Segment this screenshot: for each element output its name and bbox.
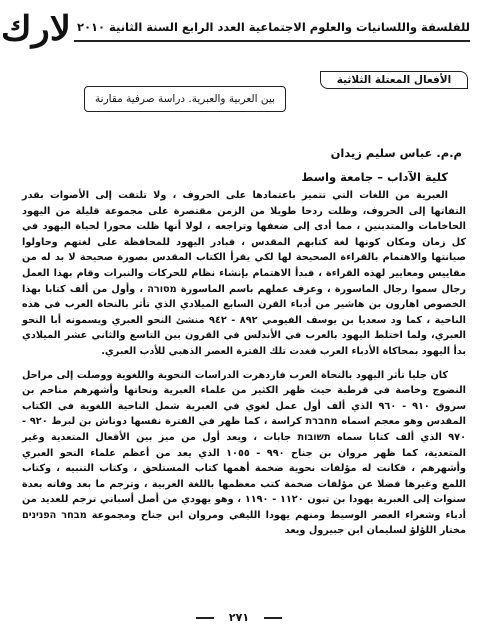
journal-header: للفلسفة واللسانيات والعلوم الاجتماعية العدد الرابع السنة الثانية ٢٠١٠	[76, 20, 470, 34]
article-subtitle: بين العربية والعبرية. دراسة صرفية مقارنة	[84, 86, 286, 112]
page-number: ٢٧١	[200, 610, 278, 626]
article-body	[22, 188, 466, 539]
journal-logo: لارك	[0, 9, 72, 49]
paragraph-2: كان جليا تأثر اليهود بالنحاة العرب فازدهرت الدراسات النحوية واللغوية ووصلت إلى مراحل النضوج وخاصة في قرطبة حيث ظهر الكثير من علماء العبرية ونحاتها وأشهرهم مناحم بن سروق ٩١٠ - ٩٦٠ الذي ألف أول عمل لغوي في العبرية شمل الناحية اللغوية في الكتاب المقدس وهو معجم اسماه מחברת كراسة ، كما ظهر في الفترة نفسها دوناش بن لبرط ٩٢٠ - ٩٧٠ الذي ألف كتابا سماه תשובות جابات ، ويعد أول من ميز بين الأفعال المتعدية وغير المتعدية، كما ظهر مروان بن جناح ٩٩٠ - ١٠٥٥ الذي يعد من أعظم علماء النحو العبري وأشهرهم ، فكانت له مؤلفات نحوية ضخمة أهمها كتاب المستلحق ، وكتاب التنبيه ، وكتاب اللمع وغيرها فضلا عن مؤلفات ضخمة كتب معظمها باللغة العربية ، وترجم ما بعد وفاته بعدة سنوات إلى العبرية يهودا بن تبون ١١٢٠ - ١١٩٠ ، وهو يهودي من أصل أسباني ترجم للعديد من أدباء وشعراء العصر الوسيط ومنهم يهودا الليفي ومروان ابن جناح ومجموعة מבחר הפנינים مختار اللؤلؤ لسليمان ابن جبيرول ويعد	[22, 369, 467, 537]
author-affiliation: كلية الآداب – جامعة واسط	[301, 170, 448, 184]
header-divider	[74, 40, 470, 42]
section-title-tab: الأفعال المعتلة الثلاثية	[320, 71, 468, 89]
author-name: م.م. عباس سليم زيدان	[330, 146, 462, 160]
paragraph-1: العبرية من اللغات التي تتميز باعتمادها على الحروف ، ولا تلتفت إلى الأصوات بقدر التفاتها إلى الحروف، وظلت ردحا طويلا من الزمن مقتصرة على مجموعة قليلة من اليهود الحاخامات والمتدينين ، مما أدى إلى ضعفها وتراجعه ، لولا أنها ظلت محورا لحياة اليهود في كل زمان ومكان كونها لغة كتابهم المقدس ، فبادر اليهود للمحافظة على لغتهم وحاولوا صيانتها والاهتمام بالقراءة الصحيحة لها لكي يقرأ الكتاب المقدس بصورة صحيحة لا بد له من مقاييس ومعايير لهذه القراءة ، فبدأ الاهتمام بإنشاء نظام للحركات والنبرات وقام بهذا العمل رجال سموا رجال الماسورة ، وعرف عملهم باسم الماسورة מסורה ، وأول من ألف كتابا بهذا الخصوص اهارون بن هاشير من أدباء القرن السابع الميلادي الذي تأثر بالنحاة العرب في هذه الناحية ، كما ود سعديا بن يوسف الفيومي ٨٩٢ - ٩٤٢ منشئ النحو العبري ويسمونه أبا النحو العبري، ولما اختلط اليهود بالعرب في الأندلس في القرون بين التاسع والثاني عشر الميلادي بدأ اليهود بمحاكاة الأدباء العرب فغدت تلك الفترة العصر الذهبي للأدب العبري.	[22, 190, 466, 357]
